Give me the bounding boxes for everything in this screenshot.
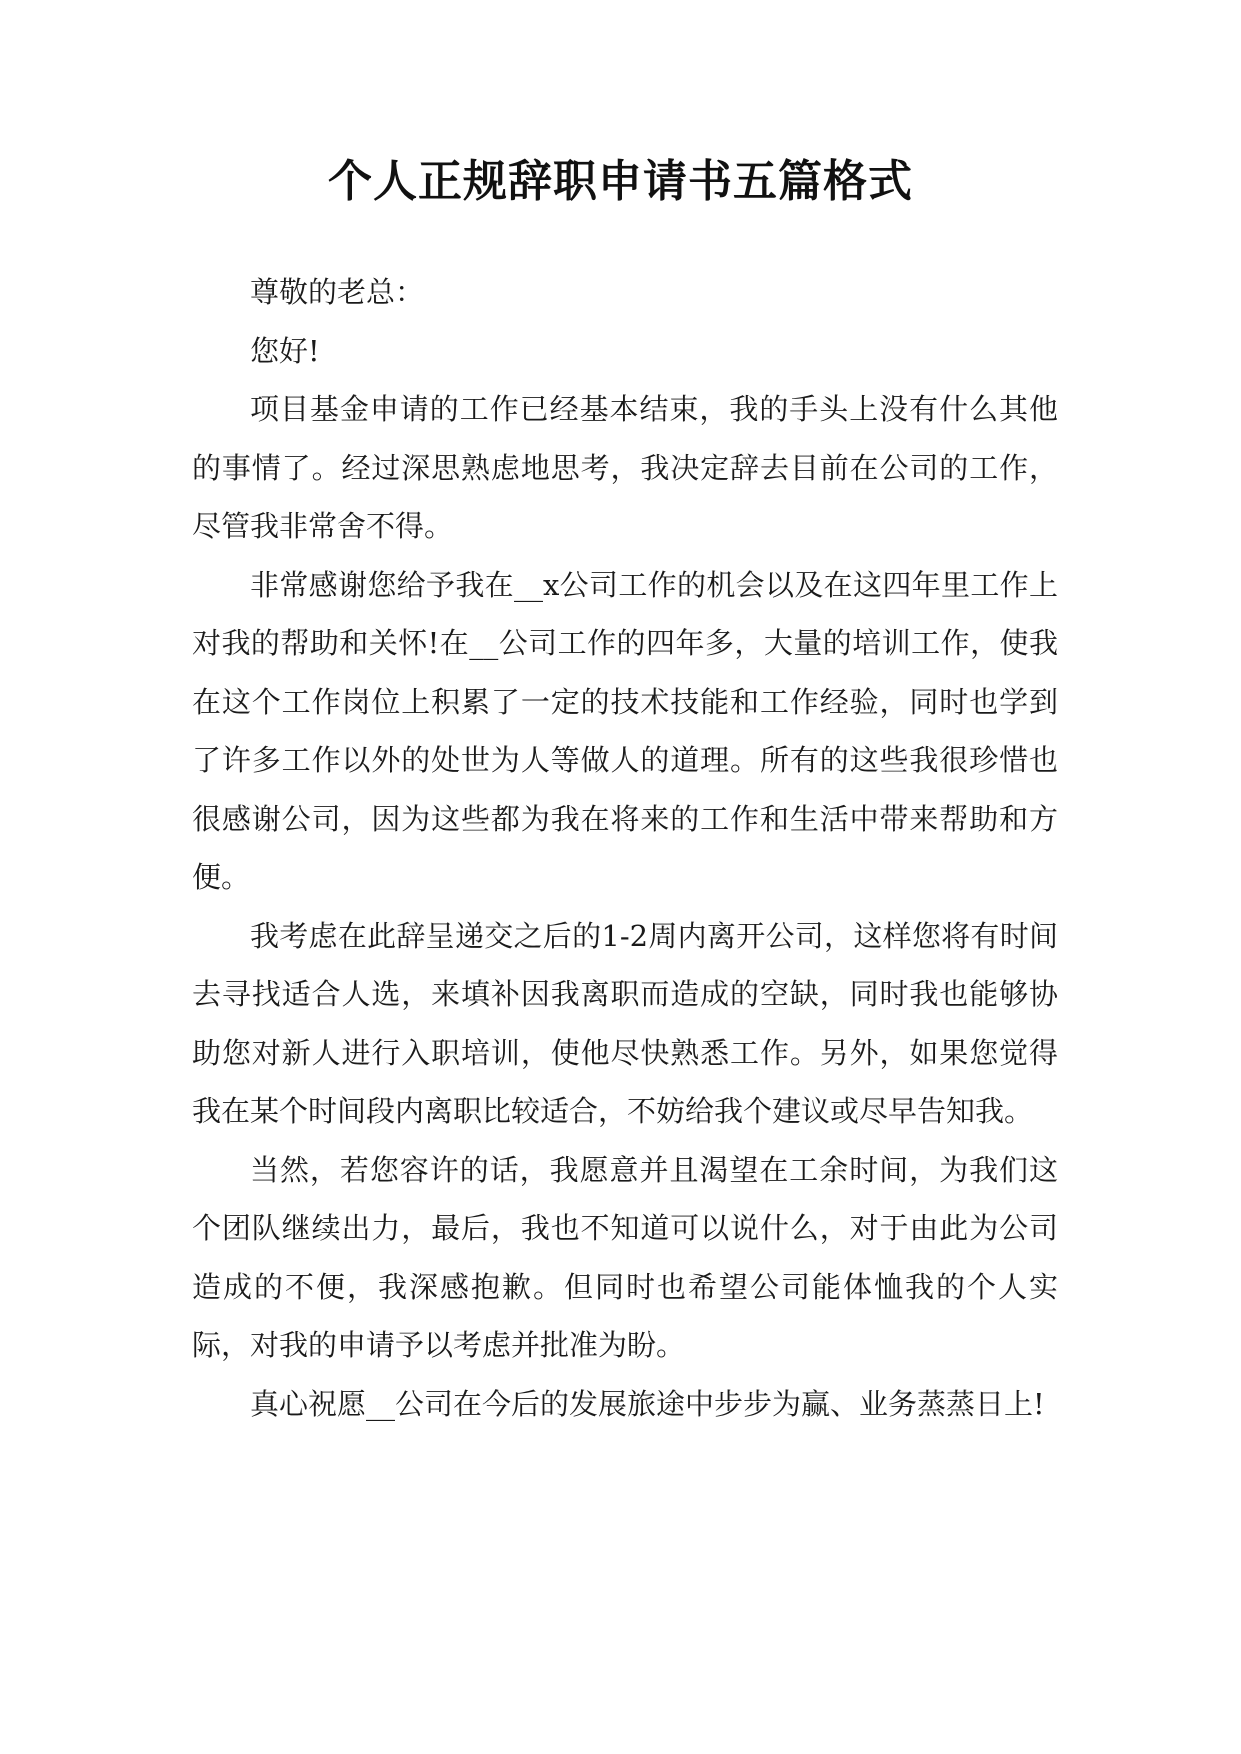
body-paragraph: 非常感谢您给予我在__x公司工作的机会以及在这四年里工作上对我的帮助和关怀!在__公司工作的四年多，大量的培训工作，使我在这个工作岗位上积累了一定的技术技能和工作经验，同时也学到了许多工作以外的处世为人等做人的道理。所有的这些我很珍惜也很感谢公司，因为这些都为我在将来的工作和生活中带来帮助和方便。	[192, 567, 1058, 894]
body-paragraph: 我考虑在此辞呈递交之后的1-2周内离开公司，这样您将有时间去寻找适合人选，来填补因我离职而造成的空缺，同时我也能够协助您对新人进行入职培训，使他尽快熟悉工作。另外，如果您觉得我在某个时间段内离职比较适合，不妨给我个建议或尽早告知我。	[192, 918, 1058, 1128]
body-paragraph: 项目基金申请的工作已经基本结束，我的手头上没有什么其他的事情了。经过深思熟虑地思考，我决定辞去目前在公司的工作，尽管我非常舍不得。	[192, 392, 1058, 543]
closing-wish: 真心祝愿__公司在今后的发展旅途中步步为赢、业务蒸蒸日上!	[250, 1386, 1045, 1421]
greeting: 您好!	[250, 333, 320, 368]
document-title: 个人正规辞职申请书五篇格式	[328, 156, 913, 207]
salutation: 尊敬的老总：	[250, 275, 425, 309]
document-body	[192, 263, 1058, 1433]
body-paragraph: 当然，若您容许的话，我愿意并且渴望在工余时间，为我们这个团队继续出力，最后，我也不知道可以说什么，对于由此为公司造成的不便，我深感抱歉。但同时也希望公司能体恤我的个人实际，对我的申请予以考虑并批准为盼。	[192, 1152, 1058, 1362]
